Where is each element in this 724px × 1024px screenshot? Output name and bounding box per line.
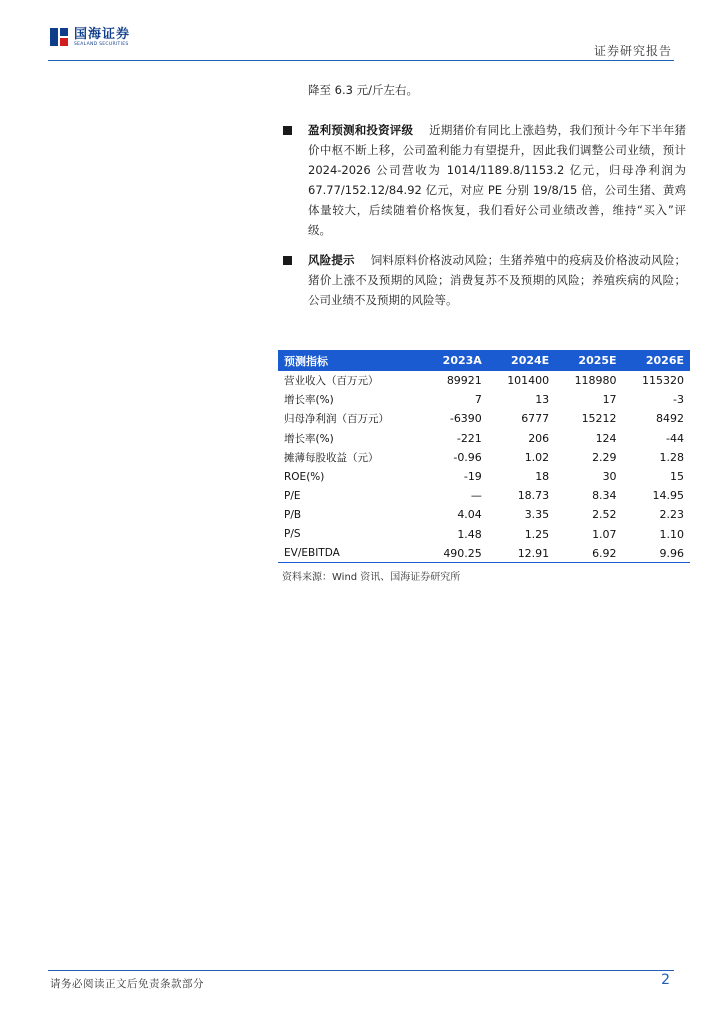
value-cell: -3 [673,393,684,407]
table-row [278,486,690,505]
value-cell: 15212 [581,412,617,426]
row-label-cell: 摊薄每股收益（元） [284,451,379,464]
table-row [278,371,690,390]
doc-type-label: 证券研究报告 [593,44,672,58]
value-cell: — [470,489,482,503]
value-cell: 2.52 [592,508,617,522]
continued-line: 降至 6.3 元/斤左右。 [308,83,418,97]
value-cell: 13 [535,393,550,407]
value-cell: 1.07 [592,527,617,541]
page-number: 2 [661,972,670,988]
value-cell: 115320 [642,374,684,388]
table-header-row [278,350,690,371]
value-cell: 1.10 [659,527,684,541]
table-header-cell: 2025E [555,350,622,371]
table-header-cell: 2024E [488,350,555,371]
earnings-forecast-heading: 盈利预测和投资评级 [308,123,414,137]
table-row [278,390,690,409]
table-row [278,544,690,563]
table-row [278,409,690,428]
risk-paragraph [308,250,686,310]
value-cell: 124 [595,431,617,445]
value-cell: 18.73 [517,489,550,503]
value-cell: 2.23 [659,508,684,522]
value-cell: 7 [474,393,482,407]
value-cell: 118980 [574,374,617,388]
row-label-cell: ROE(%) [284,470,325,483]
value-cell: -44 [666,431,684,445]
row-label-cell: 增长率(%) [284,394,334,407]
value-cell: 89921 [446,374,482,388]
table-row [278,429,690,448]
value-cell: 490.25 [424,544,488,563]
value-cell: 8.34 [592,489,617,503]
value-cell: 1.25 [524,527,550,541]
value-cell: 3.35 [524,508,550,522]
value-cell: -19 [463,470,482,484]
value-cell: 6.92 [555,544,622,563]
value-cell: 9.96 [623,544,690,563]
value-cell: 2.29 [592,450,617,464]
row-label-cell: P/B [284,508,302,521]
value-cell: -221 [456,431,482,445]
value-cell: 1.28 [659,450,684,464]
value-cell: 8492 [656,412,684,426]
page-header [0,0,724,62]
row-label-cell: 营业收入（百万元） [284,375,379,388]
row-label-cell: P/E [284,489,301,502]
row-label-cell: P/S [284,528,301,541]
header-divider [48,60,674,61]
value-cell: 4.04 [457,508,482,522]
value-cell: -6390 [449,412,482,426]
value-cell: 206 [528,431,550,445]
forecast-table [278,350,690,563]
row-label-cell: 增长率(%) [284,432,334,445]
value-cell: 18 [535,470,550,484]
table-header-cell: 预测指标 [278,350,424,371]
value-cell: 15 [670,470,684,484]
earnings-forecast-paragraph [308,120,686,240]
logo-mark-icon [50,28,70,48]
table-header-cell: 2023A [424,350,488,371]
table-row [278,467,690,486]
value-cell: 14.95 [652,489,684,503]
value-cell: 17 [602,393,617,407]
disclaimer-note: 请务必阅读正文后免责条款部分 [50,978,204,990]
table-source-note: 资料来源：Wind 资讯、国海证券研究所 [282,572,461,583]
footer-divider [48,970,674,971]
value-cell: 12.91 [488,544,555,563]
row-label-cell: 归母净利润（百万元） [284,413,389,426]
row-label-cell: EV/EBITDA [278,544,424,563]
bullet-icon [283,126,292,135]
value-cell: 1.02 [524,450,550,464]
logo-en-text: SEALAND SECURITIES [74,42,129,47]
company-logo [50,28,130,48]
risk-text: 饲料原料价格波动风险；生猪养殖中的疫病及价格波动风险；猪价上涨不及预期的风险；消费复苏不及预期的风险；养殖疾病的风险；公司业绩不及预期的风险等。 [308,253,686,307]
value-cell: -0.96 [453,450,482,464]
value-cell: 6777 [521,412,550,426]
logo-cn-text: 国海证券 [74,27,131,42]
table-row [278,525,690,544]
value-cell: 101400 [507,374,550,388]
bullet-icon [283,256,292,265]
earnings-forecast-text: 近期猪价有同比上涨趋势，我们预计今年下半年猪价中枢不断上移，公司盈利能力有望提升，因此我们调整公司业绩，预计 2024-2026 公司营收为 1014/1189.8/1153.2 亿元，归母净利润为 67.77/152.12/84.92 亿元，对应 PE 分别 19/8/15 倍，公司生猪、黄鸡体量较大，后续随着价格恢复，我们看好公司业绩改善，维持“买入”评级。 [308,123,687,237]
risk-heading: 风险提示 [308,253,355,267]
table-row [278,505,690,524]
table-header-cell: 2026E [623,350,690,371]
value-cell: 1.48 [457,527,482,541]
table-row [278,448,690,467]
value-cell: 30 [602,470,617,484]
